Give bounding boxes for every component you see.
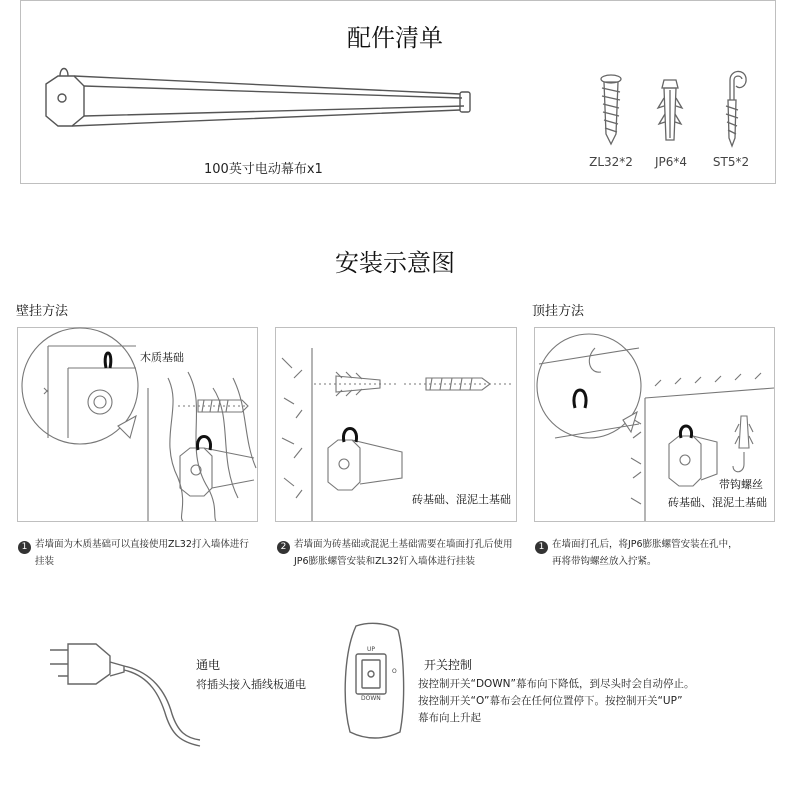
wood-base-label: 木质基础 bbox=[140, 351, 184, 364]
ceiling-base-label: 砖基础、混泥土基础 bbox=[668, 496, 767, 509]
screen-caption: 100英寸电动幕布x1 bbox=[204, 162, 323, 177]
switch-desc-line3: 幕布向上升起 bbox=[418, 712, 481, 724]
step-number: 1 bbox=[535, 541, 548, 554]
power-plug-icon bbox=[40, 636, 200, 748]
step-number: 2 bbox=[277, 541, 290, 554]
step-ceiling bbox=[535, 537, 785, 570]
step-text-line1: 若墙面为砖基础或混泥土基础需要在墙面打孔后使用 bbox=[294, 539, 513, 550]
switch-desc-line2: 按控制开关“O”幕布会在任何位置停下。按控制开关“UP” bbox=[418, 695, 683, 707]
switch-desc-line1: 按控制开关“DOWN”幕布向下降低，到尽头时会自动停止。 bbox=[418, 678, 695, 690]
anchor-icon bbox=[656, 78, 684, 144]
power-title: 通电 bbox=[196, 658, 221, 672]
power-desc: 将插头接入插线板通电 bbox=[196, 678, 306, 691]
step-text-line1: 若墙面为木质基础可以直接使用ZL32打入墙体进行 bbox=[35, 539, 249, 550]
step-text-line2: 挂装 bbox=[35, 556, 55, 567]
screen-tube-illustration bbox=[40, 64, 480, 134]
step-brick bbox=[277, 537, 537, 570]
ceiling-method-title: 顶挂方法 bbox=[532, 304, 585, 319]
step-text-line2: 再将带钩螺丝放入拧紧。 bbox=[552, 556, 657, 567]
step-text-line2: JP6膨胀螺管安装和ZL32钉入墙体进行挂装 bbox=[294, 556, 475, 567]
wood-wall-illustration bbox=[18, 328, 257, 521]
switch-remote-illustration bbox=[340, 622, 410, 740]
step-wood bbox=[18, 537, 268, 570]
ceiling-illustration bbox=[535, 328, 774, 521]
hook-screw-callout: 带钩螺丝 bbox=[719, 478, 763, 491]
switch-up-label: UP bbox=[367, 646, 376, 653]
screw-label: ZL32*2 bbox=[589, 155, 633, 169]
wall-method-title: 壁挂方法 bbox=[16, 304, 69, 319]
switch-title: 开关控制 bbox=[424, 658, 473, 672]
parts-list-title: 配件清单 bbox=[347, 24, 443, 52]
brick-base-label: 砖基础、混泥土基础 bbox=[412, 493, 511, 506]
step-text-line1: 在墙面打孔后，将JP6膨胀螺管安装在孔中， bbox=[552, 539, 738, 550]
install-title: 安装示意图 bbox=[335, 249, 455, 277]
screw-icon bbox=[598, 74, 624, 146]
hook-screw-label: ST5*2 bbox=[712, 155, 750, 169]
switch-mid-label: O bbox=[392, 668, 397, 675]
switch-desc bbox=[418, 676, 778, 727]
hook-screw-icon bbox=[716, 66, 750, 148]
anchor-label: JP6*4 bbox=[654, 155, 688, 169]
switch-down-label: DOWN bbox=[361, 695, 381, 702]
step-number: 1 bbox=[18, 541, 31, 554]
